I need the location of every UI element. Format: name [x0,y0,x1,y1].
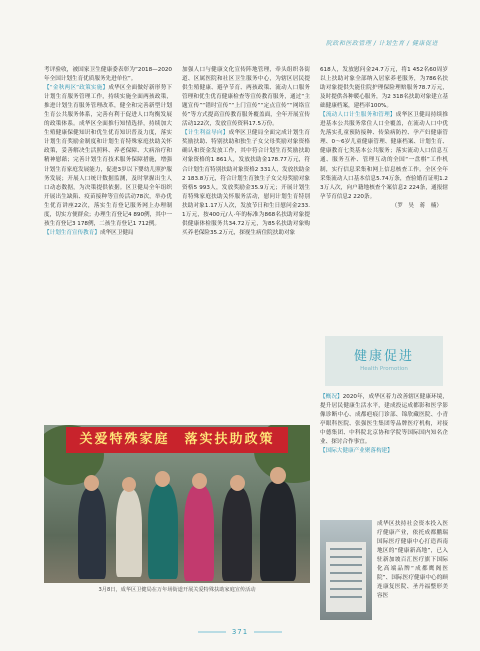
section-heading: 【概况】 [320,394,343,400]
paragraph [182,129,310,238]
person-shape [222,487,252,581]
person-shape [148,483,178,579]
section-heading: 【计划生育宣传教育】 [44,229,100,236]
section-subtitle: Health Promotion [360,366,408,372]
person-head [122,477,136,492]
paragraph [44,84,172,229]
person-shape [78,487,106,579]
paragraph-body: 成华区扶持社会资本投入医疗健康产业，依托成都鹏瑞国际医疗健康中心打造西南地区的“健康新高地”，已入驻新加坡百汇医疗旗下国际化高端品牌“成都鹰阁医院”、国际医疗健康中心的顾连康复医院、圣丹福整形美容医 [377,521,448,600]
text-column-3 [320,66,448,211]
person-head [230,475,245,491]
paragraph: 考评验收，被国家卫生健康委表彰为“2018—2020年全国计划生育优质服务先进单位”。 [44,67,172,83]
text-column-3-wrap [377,520,448,601]
event-photo [44,425,310,583]
paragraph-body: 成华区全面做好新形势下计划生育服务管理工作，持续实施全面两孩政策，推进计划生育服务管理改革，健全和完善新型计划生育公共服务体系，完善有利于促进人口均衡发展的政策体系。成华区全面推行知情选择，持续加大生殖健康保健知识和优生优育知识普及力度，落实计划生育奖励金制度和计划生育特殊家庭扶助关怀政策，妥善解决生活照料、养老保障、大病治疗和精神慰藉；完善计划生育技术服务保障措施，增强计划生育家庭发展能力，促进3岁以下婴幼儿照护服务发展；开展人口统计数据监测，及时掌握出生人口动态数据，为决策提供依据。区卫健局全年组织开展出生缺陷、疫苗接种等宣传活动78次，举办优生优育讲座22次，落实生育登记服务网上办理制度，切实方便群众；办理生育登记4 890例，其中一孩生育登记3 178例，二孩生育登记1 712例。 [44,85,172,227]
section-heading: 【国际大健康产业聚落构建】 [320,448,393,455]
paragraph [320,111,448,201]
person-shape [184,485,214,581]
section-heading: 【流动人口计生服务和管理】 [320,112,396,119]
text-column-3-lower [320,393,448,456]
running-head: 院政和医政管理 / 计划生育 / 健康促进 [325,40,438,47]
photo-caption: 3月8日，成华区卫健局在万年场街道开展关爱特殊扶助家庭宣传活动 [98,587,256,593]
paragraph-body: 成华区卫健局全面完成计划生育奖励扶助、特别扶助和独生子女父母奖励对象资格确认和资金发放工作，其中符合计划生育奖励扶助对象资格的1 861人，发放扶助金178.77万元，符合计划生育特别扶助对象资格2 331人，发放扶助金2 183.8万元，符合计划生育独生子女父母奖励对象资格5 993人，发放奖励金35.9万元；开展计划生育特殊家庭扶助关怀服务活动，慰问计划生育特别扶助对象1.17万人次，发放节日和生日慰问金233.1万元，按400元/人·年的标准为868名扶助对象提供健康体检服务共34.72万元，为85名扶助对象购买养老保险35.2万元，探视生病住院扶助对象 [182,130,310,236]
paragraph: 加强人口与健康文化宣传阵地管理，牵头组织各街道、区属医院和社区卫生服务中心，为辖区居民提供生殖健康、避孕节育、两孩政策、流动人口服务管理和优生优育健康检查等宣传教育服务，通过“主题宣传”“错时宣传”“上门宣传”“定点宣传”“网络宣传”等方式提高宣传教育服务覆盖面，全年开展宣传活动122次，发放宣传资料17.5万份。 [182,67,310,128]
section-title: 健康促进 [353,349,414,364]
event-banner: 关爱特殊家庭 落实扶助政策 [66,427,288,453]
person-head [192,473,207,489]
building-shape [326,542,366,612]
paragraph-body: 成华区卫健局持续推进基本公共服务常住人口全覆盖，在流动人口中优先落实孔童预防接种、传染病防控、孕产妇健康管理、0～6岁儿童健康管理、健康档案、计划生育、健康教育七类基本公共服务；落实流动人口信息互通、服务互补、管理互动的全国“一盘棋”工作机制，实行信息采集和网上信息核查工作。全区全年采集流动人口基本信息5.74万条，查验婚育证明1.23万人次，向户籍地核查个案信息2 224条，通报辖孕节育信息2 220条。 [320,112,448,200]
person-head [270,467,286,484]
paragraph [44,229,172,238]
person-head [84,475,99,491]
building-photo [320,520,372,620]
page-number [0,628,480,636]
person-shape [116,489,142,577]
byline: （罗 昊 蒋 楠） [391,202,442,209]
text-column-1 [44,66,172,238]
paragraph [320,447,448,456]
section-heading: 【“金秋两区”政策实施】 [44,85,109,92]
text-column-2 [182,66,310,238]
page-number-text: 371 [231,628,249,636]
person-head [155,471,170,487]
paragraph: 618人，发放慰问金24.7万元，将1 452名60周岁以上扶助对象全部纳入居家养老服务，为786名扶助对象提供失能住院护理保险理赔服务78.7万元，及时提供各种暖心服务，为2 318名扶助对象建立基础健康档案，建档率100%。 [320,67,448,110]
section-heading: 【计生利益导向】 [182,130,229,137]
paragraph-body: 2020年，成华区着力改善辖区健康环境，提升居民健康生活水平，建成投运成都影和医学影像诊断中心、成都疤痕门诊部、锦欣藏医院、小青亭眼科医院、张强医生集团等品牌医疗机构，对接中德集团、中科院北京协和学院等国际国内知名企业、探讨合作事宜。 [320,394,448,446]
person-shape [260,481,296,581]
section-title-block [325,336,443,386]
paragraph-body: 成华区卫健局 [99,229,134,236]
paragraph [320,393,448,447]
